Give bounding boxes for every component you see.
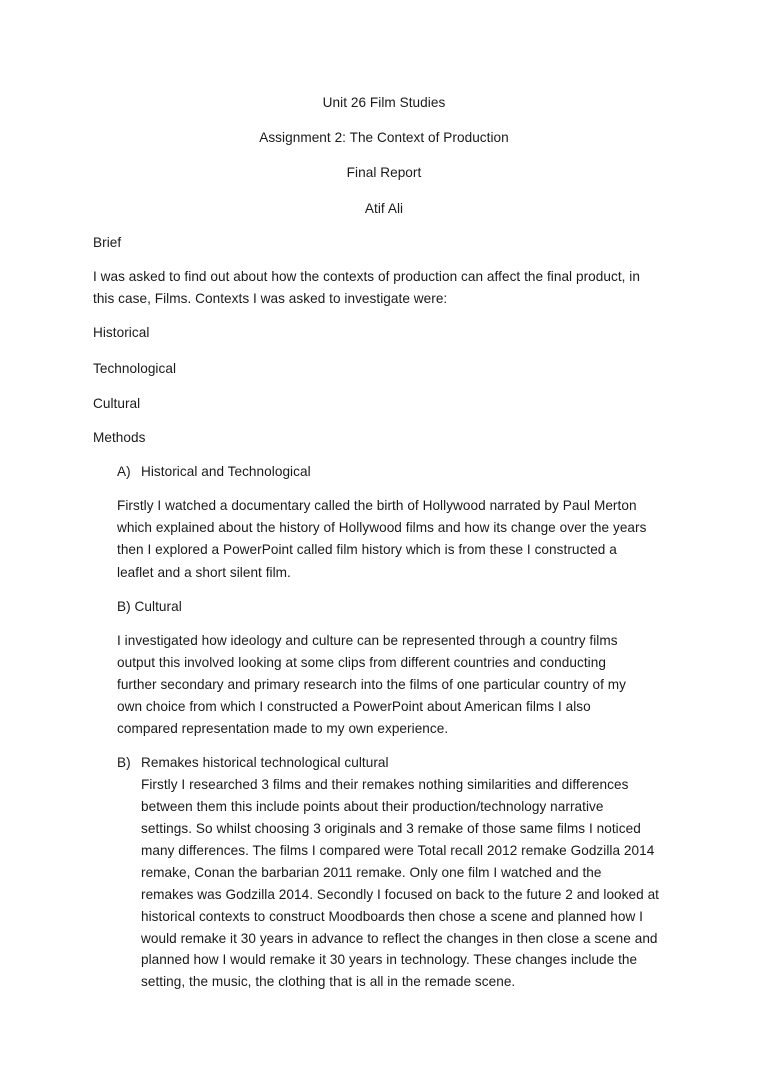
author-name: Atif Ali: [364, 201, 404, 216]
section-c-marker: B): [117, 755, 131, 770]
context-technological: Technological: [93, 361, 177, 376]
section-c-line: would remake it 30 years in advance to reflect the changes in then close a scene and: [141, 931, 658, 946]
section-b-line: compared representation made to my own experience.: [117, 721, 449, 736]
context-historical: Historical: [93, 325, 150, 340]
section-b-line: own choice from which I constructed a PowerPoint about American films I also: [117, 699, 591, 714]
section-a-line: which explained about the history of Hollywood films and how its change over the years: [117, 520, 647, 535]
section-a-line: leaflet and a short silent film.: [117, 565, 291, 580]
section-a-title: Historical and Technological: [141, 464, 311, 479]
report-title: Final Report: [346, 165, 422, 180]
section-a-heading: [117, 463, 311, 480]
section-b-line: output this involved looking at some clips from different countries and conducting: [117, 655, 606, 670]
brief-line: this case, Films. Contexts I was asked to investigate were:: [93, 291, 448, 306]
unit-title: Unit 26 Film Studies: [322, 95, 446, 110]
brief-line: I was asked to find out about how the contexts of production can affect the final product, in: [93, 269, 640, 284]
section-a-line: then I explored a PowerPoint called film history which is from these I constructed a: [117, 542, 617, 557]
section-b-heading: B) Cultural: [117, 599, 182, 614]
section-c-heading: [117, 754, 389, 771]
section-a-line: Firstly I watched a documentary called the birth of Hollywood narrated by Paul Merton: [117, 498, 637, 513]
section-c-line: setting, the music, the clothing that is all in the remade scene.: [141, 974, 516, 989]
section-c-line: remake, Conan the barbarian 2011 remake. Only one film I watched and the: [141, 865, 602, 880]
methods-heading: Methods: [93, 430, 146, 445]
section-c-title: Remakes historical technological cultural: [141, 755, 389, 770]
brief-heading: Brief: [93, 235, 122, 250]
section-c-line: between them this include points about their production/technology narrative: [141, 799, 604, 814]
section-a-marker: A): [117, 464, 131, 479]
assignment-title: Assignment 2: The Context of Production: [259, 130, 509, 145]
section-c-line: Firstly I researched 3 films and their remakes nothing similarities and differences: [141, 777, 629, 792]
section-c-line: settings. So whilst choosing 3 originals and 3 remake of those same films I noticed: [141, 821, 641, 836]
section-b-line: further secondary and primary research into the films of one particular country of my: [117, 677, 626, 692]
section-c-line: many differences. The films I compared were Total recall 2012 remake Godzilla 2014: [141, 843, 655, 858]
section-c-line: remakes was Godzilla 2014. Secondly I focused on back to the future 2 and looked at: [141, 887, 660, 902]
section-b-line: I investigated how ideology and culture can be represented through a country films: [117, 633, 618, 648]
section-c-line: historical contexts to construct Moodboards then chose a scene and planned how I: [141, 909, 643, 924]
context-cultural: Cultural: [93, 396, 141, 411]
section-c-line: planned how I would remake it 30 years in technology. These changes include the: [141, 952, 638, 967]
